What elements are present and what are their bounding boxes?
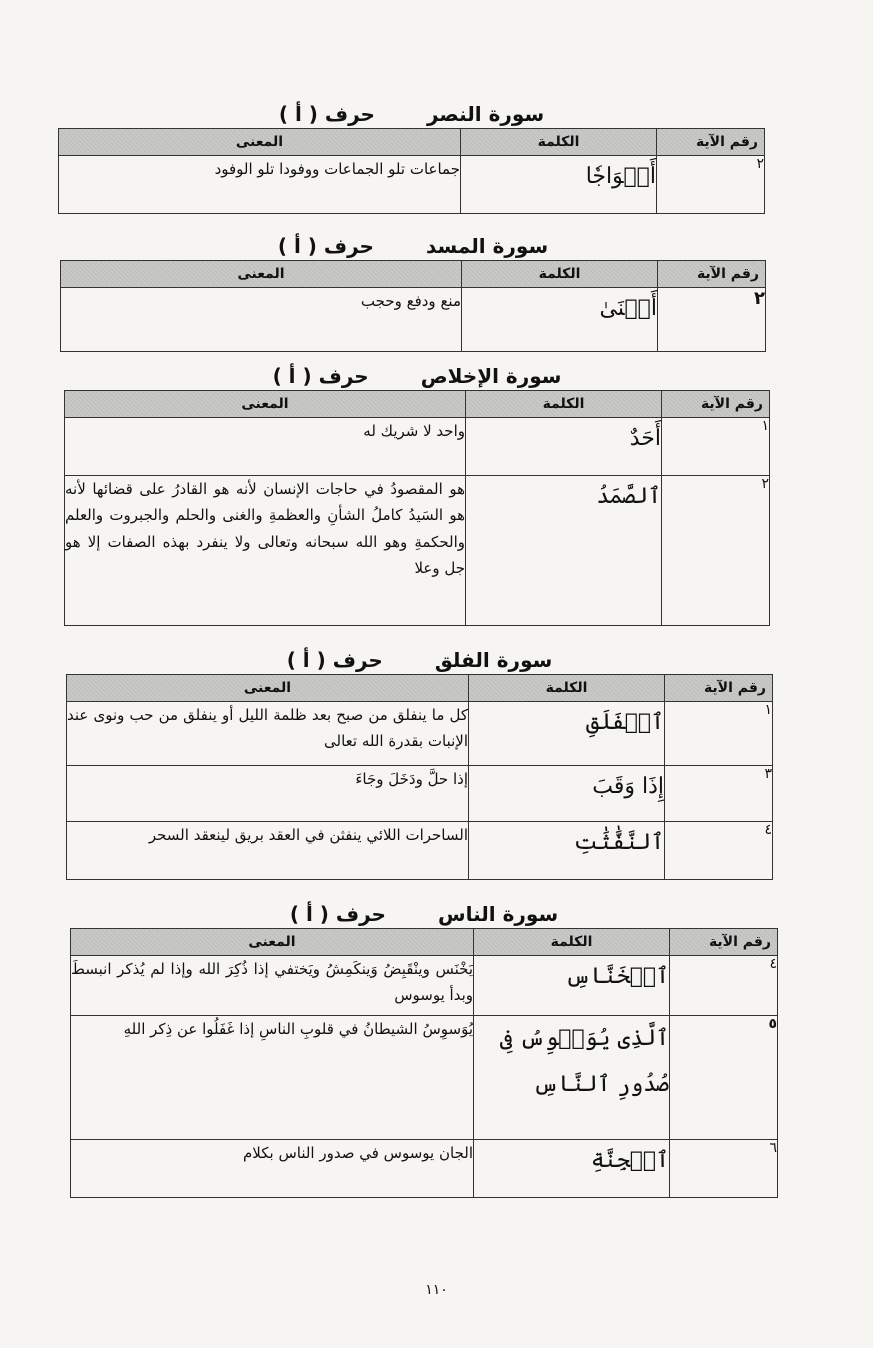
word: ٱلنَّفَّٰثَٰتِ: [469, 822, 665, 880]
header-word: الكلمة: [461, 129, 657, 156]
table-header-row: [65, 391, 770, 418]
table-row: [71, 956, 778, 1016]
section-al-ikhlas: [64, 362, 770, 626]
letter-label: حرف ( أ ): [286, 648, 383, 672]
word: ٱلۡجِنَّةِ: [474, 1140, 670, 1198]
ayah-number: ٣: [665, 766, 773, 822]
table-header-row: [61, 261, 766, 288]
section-heading: [64, 362, 770, 390]
surah-title: سورة المسد: [425, 234, 549, 258]
letter-label: حرف ( أ ): [272, 364, 369, 388]
vocab-table: [58, 128, 765, 214]
word: أَحَدٌ: [466, 418, 662, 476]
header-word: الكلمة: [462, 261, 658, 288]
ayah-number: ٢: [662, 476, 770, 626]
section-an-nas: [70, 900, 778, 1198]
ayah-number: ٦: [670, 1140, 778, 1198]
table-row: [71, 1016, 778, 1140]
table-row: [65, 418, 770, 476]
page-number: ١١٠: [425, 1282, 448, 1298]
section-al-falaq: [66, 646, 773, 880]
surah-title: سورة الناس: [437, 902, 559, 926]
vocab-table: [70, 928, 778, 1198]
section-heading: [66, 646, 773, 674]
ayah-number: ٥: [670, 1016, 778, 1140]
table-row: [59, 156, 765, 214]
word: أَفۡوَاجٗا: [461, 156, 657, 214]
word: ٱلصَّمَدُ: [466, 476, 662, 626]
section-heading: [70, 900, 778, 928]
meaning: جماعات تلو الجماعات ووفودا تلو الوفود: [59, 156, 461, 214]
header-meaning: المعنى: [59, 129, 461, 156]
ayah-number: ١: [662, 418, 770, 476]
meaning: منع ودفع وحجب: [61, 288, 462, 352]
table-row: [65, 476, 770, 626]
vocab-table: [64, 390, 770, 626]
ayah-number: ٢: [657, 156, 765, 214]
vocab-table: [60, 260, 766, 352]
header-word: الكلمة: [469, 675, 665, 702]
meaning: واحد لا شريك له: [65, 418, 466, 476]
meaning: هو المقصودُ في حاجات الإنسان لأنه هو القادرُ على قضائها لأنه هو السَيدُ كاملُ الشأنِ والعظمةِ والغنى والحلم والجبروت والعلم والحكمةِ وهو الله سبحانه وتعالى ولا ينفرد بهذه الصفات إلا هو جل وعلا: [65, 476, 466, 626]
table-header-row: [67, 675, 773, 702]
word: ٱلۡخَنَّاسِ: [474, 956, 670, 1016]
header-ayah-number: رقم الآية: [662, 391, 770, 418]
meaning: يَخْنَس وينْقَبِضُ وَينكَمِشُ ويَختفي إذا ذُكِرَ الله وإذا لم يُذكر انبسطَ وبدأ يوسوس: [71, 956, 474, 1016]
header-meaning: المعنى: [67, 675, 469, 702]
surah-title: سورة الإخلاص: [420, 364, 562, 388]
surah-title: سورة النصر: [426, 102, 545, 126]
table-row: [67, 766, 773, 822]
word: ٱلۡفَلَقِ: [469, 702, 665, 766]
section-heading: [60, 232, 766, 260]
table-header-row: [59, 129, 765, 156]
header-ayah-number: رقم الآية: [658, 261, 766, 288]
section-heading: [58, 100, 765, 128]
header-ayah-number: رقم الآية: [665, 675, 773, 702]
letter-label: حرف ( أ ): [278, 102, 375, 126]
meaning: إذا حلَّ ودَخَلَ وجَاءَ: [67, 766, 469, 822]
table-row: [71, 1140, 778, 1198]
letter-label: حرف ( أ ): [277, 234, 374, 258]
section-al-masad: [60, 232, 766, 352]
table-row: [61, 288, 766, 352]
header-meaning: المعنى: [65, 391, 466, 418]
header-word: الكلمة: [466, 391, 662, 418]
ayah-number: ٤: [670, 956, 778, 1016]
word: إِذَا وَقَبَ: [469, 766, 665, 822]
header-word: الكلمة: [474, 929, 670, 956]
meaning: كل ما ينفلق من صبح بعد ظلمة الليل أو ينفلق من حب ونوى عند الإنبات بقدرة الله تعالى: [67, 702, 469, 766]
word: أَغۡنَىٰ: [462, 288, 658, 352]
header-meaning: المعنى: [61, 261, 462, 288]
header-ayah-number: رقم الآية: [670, 929, 778, 956]
header-meaning: المعنى: [71, 929, 474, 956]
letter-label: حرف ( أ ): [289, 902, 386, 926]
header-ayah-number: رقم الآية: [657, 129, 765, 156]
table-row: [67, 702, 773, 766]
meaning: الجان يوسوس في صدور الناس بكلام: [71, 1140, 474, 1198]
meaning: يُوَسوِسُ الشيطانُ في قلوبِ الناسِ إذا غَفَلُوا عن ذِكر اللهِ: [71, 1016, 474, 1140]
vocab-table: [66, 674, 773, 880]
meaning: الساحرات اللائي ينفثن في العقد بريق لينعقد السحر: [67, 822, 469, 880]
ayah-number: ٤: [665, 822, 773, 880]
section-an-nasr: [58, 100, 765, 214]
table-row: [67, 822, 773, 880]
table-header-row: [71, 929, 778, 956]
ayah-number: ١: [665, 702, 773, 766]
surah-title: سورة الفلق: [434, 648, 553, 672]
ayah-number: ٢: [658, 288, 766, 352]
word: ٱلَّذِى يُوَسۡوِسُ فِى صُدُورِ ٱلنَّاسِ: [474, 1016, 670, 1140]
